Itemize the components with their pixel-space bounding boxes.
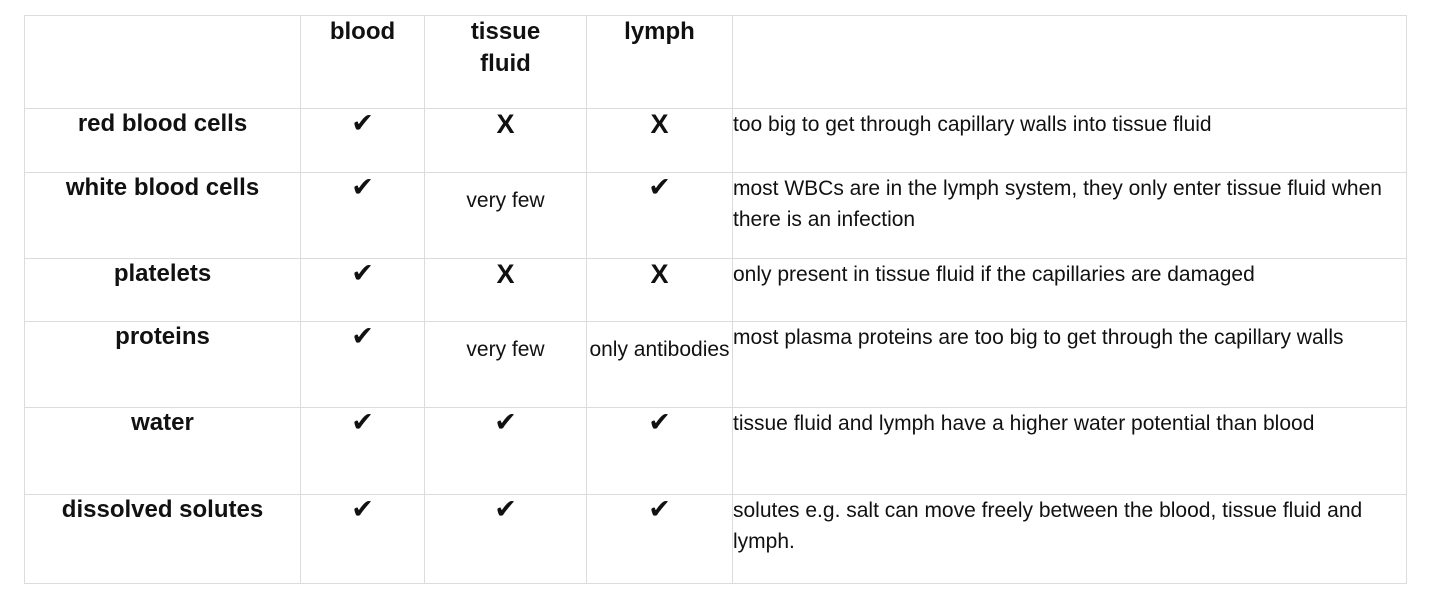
row-label: white blood cells	[25, 173, 301, 259]
note-cell: too big to get through capillary walls into tissue fluid	[733, 109, 1407, 173]
comparison-table	[24, 15, 1407, 584]
blood-cell: ✔	[301, 259, 425, 322]
tissue-fluid-cell: ✔	[425, 408, 587, 495]
blood-cell: ✔	[301, 408, 425, 495]
lymph-cell: X	[587, 109, 733, 173]
table-row	[25, 495, 1407, 584]
lymph-cell: ✔	[587, 408, 733, 495]
tissue-fluid-cell: ✔	[425, 495, 587, 584]
row-label: red blood cells	[25, 109, 301, 173]
row-label: proteins	[25, 322, 301, 408]
header-row	[25, 16, 1407, 109]
blood-cell: ✔	[301, 173, 425, 259]
blood-cell: ✔	[301, 495, 425, 584]
corner-cell	[25, 16, 301, 109]
column-header-lymph: lymph	[587, 16, 733, 109]
tissue-fluid-cell: very few	[425, 173, 587, 259]
table-row	[25, 322, 1407, 408]
tissue-fluid-cell: X	[425, 109, 587, 173]
lymph-cell: only antibodies	[587, 322, 733, 408]
blood-cell: ✔	[301, 109, 425, 173]
column-header-tissue-fluid: tissue fluid	[425, 16, 587, 109]
note-cell: most WBCs are in the lymph system, they only enter tissue fluid when there is an infection	[733, 173, 1407, 259]
lymph-cell: ✔	[587, 495, 733, 584]
column-header-notes	[733, 16, 1407, 109]
tissue-fluid-cell: very few	[425, 322, 587, 408]
note-cell: solutes e.g. salt can move freely between the blood, tissue fluid and lymph.	[733, 495, 1407, 584]
note-cell: tissue fluid and lymph have a higher water potential than blood	[733, 408, 1407, 495]
lymph-cell: ✔	[587, 173, 733, 259]
table-row	[25, 408, 1407, 495]
tissue-fluid-cell: X	[425, 259, 587, 322]
note-cell: only present in tissue fluid if the capillaries are damaged	[733, 259, 1407, 322]
note-cell: most plasma proteins are too big to get through the capillary walls	[733, 322, 1407, 408]
table-row	[25, 109, 1407, 173]
row-label: dissolved solutes	[25, 495, 301, 584]
blood-cell: ✔	[301, 322, 425, 408]
row-label: platelets	[25, 259, 301, 322]
row-label: water	[25, 408, 301, 495]
column-header-blood: blood	[301, 16, 425, 109]
table-row	[25, 259, 1407, 322]
lymph-cell: X	[587, 259, 733, 322]
table-row	[25, 173, 1407, 259]
